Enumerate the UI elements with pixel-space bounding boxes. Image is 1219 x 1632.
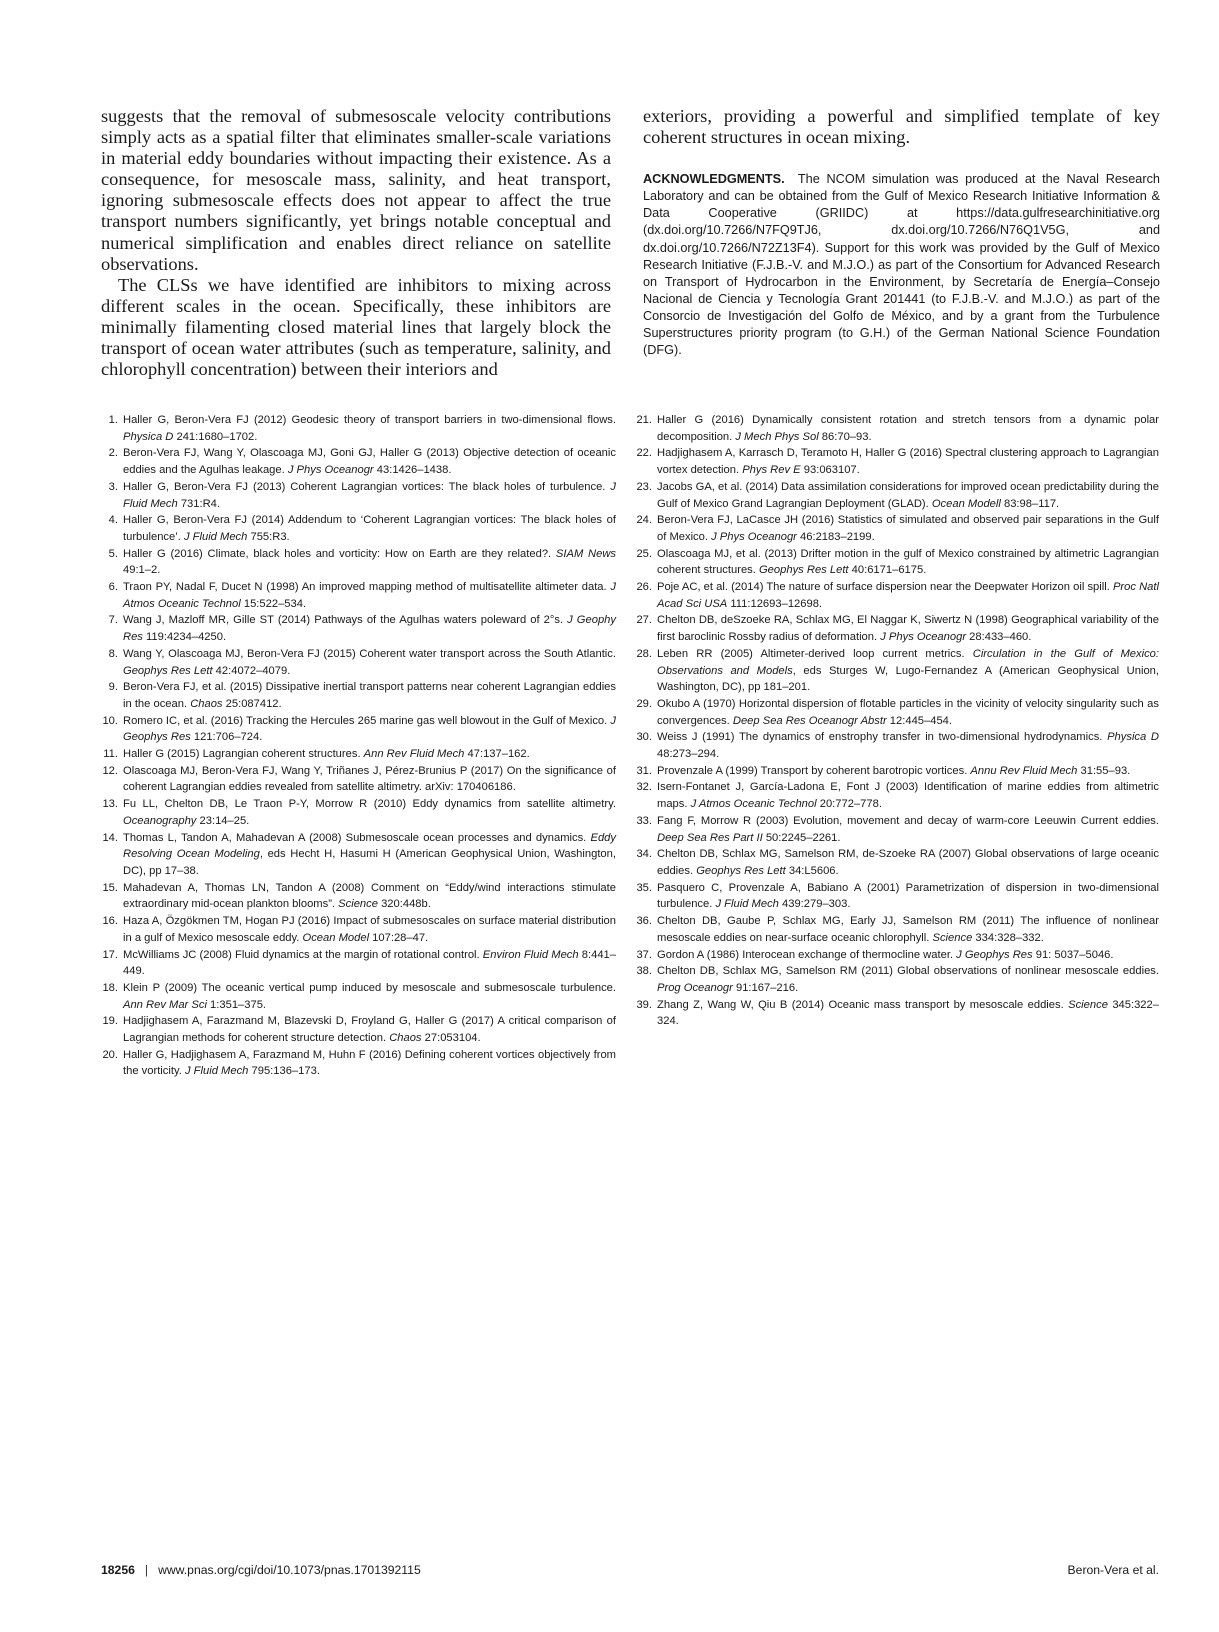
reference-citation: 83:98–117.: [1000, 497, 1060, 510]
reference-citation: 241:1680–1702.: [173, 430, 258, 443]
reference-number: 31.: [636, 764, 652, 777]
references-left-column: [101, 412, 616, 1080]
reference-citation: 28:433–460.: [966, 631, 1032, 644]
reference-list: [101, 412, 616, 1080]
body-paragraph: suggests that the removal of submesoscale velocity contributions simply acts as a spatial filter that eliminates smaller-scale variations in material eddy boundaries without impacting their existence. As a consequence, for mesoscale mass, salinity, and heat transport, ignoring submesoscale effects does not appear to affect the true transport numbers significantly, yet brings notable conceptual and numerical simplification and enables direct reliance on satellite observations.: [101, 106, 611, 274]
reference-text: Pasquero C, Provenzale A, Babiano A (2001) Parametrization of dispersion in two-dimensional turbulence.: [657, 881, 1159, 911]
reference-journal: J Atmos Oceanic Technol: [123, 581, 616, 610]
page-footer: [101, 1563, 1159, 1577]
reference-number: 18.: [102, 981, 118, 994]
reference-journal: Phys Rev E: [742, 464, 801, 477]
reference-number: 15.: [102, 881, 118, 894]
reference-text: Weiss J (1991) The dynamics of enstrophy transfer in two-dimensional hydrodynamics.: [657, 731, 1108, 744]
doi-link[interactable]: www.pnas.org/cgi/doi/10.1073/pnas.1701392115: [158, 1563, 421, 1577]
reference-journal: J Fluid Mech: [184, 1065, 249, 1078]
reference-citation: , eds Sturges W, Lugo-Fernandez A (American Geophysical Union, Washington, DC), pp 181–201.: [657, 664, 1160, 694]
reference-item: [635, 696, 1159, 729]
reference-text: Olascoaga MJ, et al. (2013) Drifter motion in the gulf of Mexico constrained by altimetric Lagrangian coherent structures.: [657, 547, 1159, 577]
reference-item: [101, 646, 616, 679]
reference-number: 3.: [108, 480, 118, 493]
reference-number: 37.: [636, 948, 652, 961]
reference-journal: J Phys Oceanogr: [287, 464, 374, 477]
reference-item: [101, 1047, 616, 1080]
reference-number: 10.: [102, 714, 118, 727]
reference-number: 12.: [102, 764, 118, 777]
reference-citation: 50:2245–2261.: [762, 831, 841, 844]
reference-item: [101, 713, 616, 746]
reference-citation: 121:706–724.: [190, 731, 263, 744]
reference-number: 27.: [636, 614, 652, 627]
acknowledgments-text: The NCOM simulation was produced at the Naval Research Laboratory and can be obtained from the Gulf of Mexico Research Initiative Information & Data Cooperative (GRIIDC) at https://data.gulfresearchinitiative.org (dx.doi.org/10.7266/N7FQ9TJ6, dx.doi.org/10.7266/N76Q1V5G, and dx.doi.org/10.7266/N72Z13F4). Support for this work was provided by the Gulf of Mexico Research Initiative (F.J.B.-V. and M.J.O.) as part of the Consortium for Advanced Research on Transport of Hydrocarbon in the Environment, by Secretaría de Energía–Consejo Nacional de Ciencia y Tecnología Grant 201441 (to F.J.B.-V. and M.J.O.) as part of the Consorcio de Investigación del Golfo de México, and by a grant from the Turbulence Superstructures priority program (to G.H.) of the German National Science Foundation (DFG).: [643, 172, 1160, 358]
reference-citation: 48:273–294.: [657, 748, 720, 761]
reference-citation: 334:328–332.: [972, 931, 1044, 944]
reference-number: 13.: [102, 798, 118, 811]
reference-number: 16.: [102, 915, 118, 928]
reference-journal: Physica D: [1107, 731, 1159, 744]
reference-journal: J Mech Phys Sol: [735, 430, 819, 443]
reference-number: 35.: [636, 881, 652, 894]
reference-number: 33.: [636, 814, 652, 827]
footer-authors: Beron-Vera et al.: [1067, 1563, 1159, 1577]
reference-number: 29.: [636, 697, 652, 710]
reference-number: 32.: [636, 781, 652, 794]
reference-text: Haller G (2016) Climate, black holes and vorticity: How on Earth are they related?.: [123, 547, 556, 560]
body-paragraph: exteriors, providing a powerful and simplified template of key coherent structures in ocean mixing.: [643, 106, 1160, 148]
reference-citation: 31:55–93.: [1077, 764, 1131, 777]
reference-number: 24.: [636, 514, 652, 527]
reference-journal: Ocean Modell: [931, 497, 1001, 510]
reference-item: [101, 479, 616, 512]
reference-journal: Science: [1068, 998, 1108, 1011]
references-right-column: [635, 412, 1159, 1030]
reference-citation: 8:441–449.: [123, 948, 617, 978]
reference-text: Romero IC, et al. (2016) Tracking the Hercules 265 marine gas well blowout in the Gulf of Mexico.: [123, 714, 611, 727]
reference-item: [635, 646, 1159, 696]
reference-number: 19.: [102, 1015, 118, 1028]
reference-citation: 46:2183–2199.: [796, 530, 875, 543]
reference-number: 11.: [103, 748, 118, 761]
reference-number: 9.: [108, 681, 118, 694]
reference-text: Poje AC, et al. (2014) The nature of surface dispersion near the Deepwater Horizon oil spill.: [657, 581, 1113, 594]
reference-journal: J Fluid Mech: [123, 480, 616, 510]
reference-journal: J Atmos Oceanic Technol: [690, 798, 817, 811]
reference-text: Fang F, Morrow R (2003) Evolution, movement and decay of warm-core Leeuwin Current eddies.: [657, 814, 1159, 827]
reference-text: Hadjighasem A, Farazmand M, Blazevski D, Froyland G, Haller G (2017) A critical comparison of Lagrangian methods for coherent structure detection.: [123, 1015, 616, 1045]
reference-item: [101, 980, 616, 1013]
reference-journal: Circulation in the Gulf of Mexico: Observations and Models: [657, 647, 1159, 677]
footer-separator: |: [144, 1563, 149, 1577]
reference-journal: Science: [338, 898, 378, 911]
reference-citation: 1:351–375.: [206, 998, 267, 1011]
reference-journal: J Geophys Res: [123, 714, 616, 744]
body-paragraph: The CLSs we have identified are inhibitors to mixing across different scales in the ocean. Specifically, these inhibitors are minimally filamenting closed material lines that largely block the transport of ocean water attributes (such as temperature, salinity, and chlorophyll concentration) between their interiors and: [101, 274, 611, 380]
reference-journal: J Geophys Res: [956, 948, 1033, 961]
reference-text: Provenzale A (1999) Transport by coherent barotropic vortices.: [657, 764, 971, 777]
reference-journal: Chaos: [190, 697, 223, 710]
reference-citation: 27:053104.: [421, 1032, 481, 1045]
reference-item: [101, 679, 616, 712]
reference-journal: J Geophy Res: [123, 614, 616, 644]
reference-text: Haza A, Özgökmen TM, Hogan PJ (2016) Impact of submesoscales on surface material distribution in a gulf of Mexico mesoscale eddy.: [123, 915, 616, 944]
reference-item: [635, 813, 1159, 846]
reference-text: Mahadevan A, Thomas LN, Tandon A (2008) Comment on “Eddy/wind interactions stimulate extraordinary mid-ocean plankton blooms”.: [123, 881, 616, 911]
reference-item: [101, 947, 616, 980]
reference-text: Chelton DB, deSzoeke RA, Schlax MG, El Naggar K, Siwertz N (1998) Geographical variability of the first baroclinic Rossby radius of deformation.: [657, 614, 1159, 644]
reference-text: Haller G, Beron-Vera FJ (2014) Addendum to ‘Coherent Lagrangian vortices: The black holes of turbulence’.: [123, 514, 616, 543]
reference-number: 28.: [636, 647, 652, 660]
reference-citation: 345:322–324.: [657, 998, 1159, 1028]
reference-number: 4.: [108, 514, 118, 527]
reference-number: 22.: [636, 447, 652, 460]
reference-journal: Ocean Model: [302, 931, 370, 944]
footer-left: [101, 1563, 421, 1577]
reference-item: [101, 796, 616, 829]
reference-citation: 20:772–778.: [816, 798, 882, 811]
reference-item: [635, 779, 1159, 812]
reference-number: 5.: [108, 547, 118, 560]
reference-journal: Ann Rev Fluid Mech: [363, 748, 465, 761]
reference-citation: 15:522–534.: [240, 597, 307, 610]
reference-text: Haller G (2016) Dynamically consistent rotation and stretch tensors from a dynamic polar decomposition.: [657, 414, 1159, 443]
reference-item: [635, 412, 1159, 445]
reference-journal: J Phys Oceanogr: [880, 631, 967, 644]
reference-citation: 107:28–47.: [369, 931, 429, 944]
reference-item: [635, 880, 1159, 913]
reference-citation: 119:4234–4250.: [142, 631, 227, 644]
reference-item: [101, 763, 616, 796]
reference-number: 2.: [108, 447, 118, 460]
reference-number: 38.: [636, 965, 652, 978]
reference-text: Leben RR (2005) Altimeter-derived loop current metrics.: [657, 647, 973, 660]
reference-journal: Proc Natl Acad Sci USA: [657, 581, 1159, 610]
reference-item: [635, 729, 1159, 762]
reference-item: [635, 612, 1159, 645]
reference-item: [635, 997, 1159, 1030]
reference-journal: J Fluid Mech: [715, 898, 779, 911]
reference-text: Beron-Vera FJ, et al. (2015) Dissipative inertial transport patterns near coherent Lagrangian eddies in the ocean.: [123, 681, 616, 710]
reference-journal: Geophys Res Lett: [123, 664, 213, 677]
reference-journal: SIAM News: [555, 547, 616, 560]
reference-journal: J Phys Oceanogr: [711, 530, 797, 543]
reference-citation: 731:R4.: [177, 497, 221, 510]
reference-number: 21.: [636, 414, 652, 426]
reference-text: Jacobs GA, et al. (2014) Data assimilation considerations for improved ocean predictability during the Gulf of Mexico Grand Lagrangian Deployment (GLAD).: [657, 480, 1159, 510]
reference-number: 36.: [636, 915, 652, 928]
reference-number: 1.: [108, 414, 118, 426]
reference-text: Hadjighasem A, Karrasch D, Teramoto H, Haller G (2016) Spectral clustering approach to Lagrangian vortex detection.: [657, 447, 1159, 477]
reference-item: [101, 830, 616, 880]
reference-journal: Deep Sea Res Oceanogr Abstr: [732, 714, 887, 727]
reference-text: Haller G, Beron-Vera FJ (2013) Coherent Lagrangian vortices: The black holes of turbulence.: [123, 480, 611, 493]
reference-text: Chelton DB, Schlax MG, Samelson RM, de-Szoeke RA (2007) Global observations of large oceanic eddies.: [657, 848, 1159, 877]
body-text-right-column: [643, 106, 1160, 359]
reference-item: [101, 746, 616, 763]
reference-citation: 91:167–216.: [732, 981, 799, 994]
reference-citation: 34:L5606.: [785, 864, 839, 877]
reference-number: 14.: [102, 831, 118, 844]
reference-text: Chelton DB, Gaube P, Schlax MG, Early JJ, Samelson RM (2011) The influence of nonlinear mesoscale eddies on near-surface oceanic chlorophyll.: [657, 915, 1159, 944]
reference-journal: Environ Fluid Mech: [482, 948, 579, 961]
reference-citation: 91: 5037–5046.: [1032, 948, 1114, 961]
reference-citation: 23:14–25.: [196, 814, 250, 827]
reference-journal: Physica D: [123, 430, 174, 443]
reference-text: Klein P (2009) The oceanic vertical pump induced by mesoscale and submesoscale turbulence.: [123, 981, 616, 994]
reference-item: [635, 579, 1159, 612]
reference-text: Haller G, Beron-Vera FJ (2012) Geodesic theory of transport barriers in two-dimensional flows.: [123, 414, 616, 426]
reference-citation: , eds Hecht H, Hasumi H (American Geophysical Union, Washington, DC), pp 17–38.: [123, 848, 616, 877]
reference-text: Thomas L, Tandon A, Mahadevan A (2008) Submesoscale ocean processes and dynamics.: [123, 831, 591, 844]
reference-journal: J Fluid Mech: [183, 530, 248, 543]
reference-number: 20.: [102, 1048, 118, 1061]
reference-item: [635, 913, 1159, 946]
reference-citation: 25:087412.: [222, 697, 282, 710]
reference-item: [635, 846, 1159, 879]
reference-citation: 93:063107.: [800, 464, 860, 477]
reference-journal: Ann Rev Mar Sci: [123, 998, 207, 1011]
reference-journal: Oceanography: [123, 814, 197, 827]
reference-text: McWilliams JC (2008) Fluid dynamics at the margin of rotational control.: [123, 948, 483, 961]
reference-item: [635, 512, 1159, 545]
reference-citation: 12:445–454.: [886, 714, 953, 727]
reference-citation: 320:448b.: [377, 898, 431, 911]
reference-item: [101, 579, 616, 612]
reference-text: Traon PY, Nadal F, Ducet N (1998) An improved mapping method of multisatellite altimeter data.: [123, 581, 611, 594]
reference-text: Wang J, Mazloff MR, Gille ST (2014) Pathways of the Agulhas waters poleward of 2°s.: [123, 614, 568, 627]
reference-citation: 439:279–303.: [778, 898, 851, 911]
reference-citation: 43:1426–1438.: [373, 464, 452, 477]
reference-number: 34.: [636, 848, 652, 861]
reference-text: Wang Y, Olascoaga MJ, Beron-Vera FJ (2015) Coherent water transport across the South Atlantic.: [123, 647, 616, 660]
reference-journal: Deep Sea Res Part II: [657, 831, 763, 844]
body-text-left-column: [101, 106, 611, 380]
reference-citation: 795:136–173.: [248, 1065, 320, 1078]
reference-journal: Annu Rev Fluid Mech: [970, 764, 1078, 777]
reference-citation: 47:137–162.: [464, 748, 530, 761]
reference-text: Beron-Vera FJ, Wang Y, Olascoaga MJ, Goni GJ, Haller G (2013) Objective detection of oceanic eddies and the Agulhas leakage.: [123, 447, 616, 477]
reference-text: Zhang Z, Wang W, Qiu B (2014) Oceanic mass transport by mesoscale eddies.: [657, 998, 1069, 1011]
reference-text: Beron-Vera FJ, LaCasce JH (2016) Statistics of simulated and observed pair separations in the Gulf of Mexico.: [657, 514, 1159, 543]
reference-number: 6.: [108, 581, 118, 594]
reference-citation: 86:70–93.: [818, 430, 872, 443]
reference-item: [635, 546, 1159, 579]
reference-text: Haller G, Hadjighasem A, Farazmand M, Huhn F (2016) Defining coherent vortices objectively from the vorticity.: [123, 1048, 616, 1078]
reference-number: 23.: [636, 480, 652, 493]
reference-item: [101, 445, 616, 478]
reference-journal: Chaos: [389, 1032, 422, 1045]
reference-item: [101, 913, 616, 946]
reference-journal: Geophys Res Lett: [758, 564, 849, 577]
reference-text: Chelton DB, Schlax MG, Samelson RM (2011) Global observations of nonlinear mesoscale eddies.: [657, 965, 1159, 978]
reference-number: 26.: [636, 581, 652, 594]
reference-number: 8.: [108, 647, 118, 660]
reference-citation: 111:12693–12698.: [727, 597, 823, 610]
reference-text: Isern-Fontanet J, García-Ladona E, Font J (2003) Identification of marine eddies from altimetric maps.: [657, 781, 1159, 811]
reference-item: [635, 947, 1159, 964]
reference-number: 17.: [102, 948, 118, 961]
reference-number: 39.: [636, 998, 652, 1011]
reference-item: [635, 763, 1159, 780]
reference-text: Haller G (2015) Lagrangian coherent structures.: [123, 748, 364, 761]
reference-text: Gordon A (1986) Interocean exchange of thermocline water.: [657, 948, 957, 961]
reference-item: [101, 512, 616, 545]
reference-number: 7.: [108, 614, 118, 627]
reference-item: [635, 963, 1159, 996]
page-number: 18256: [101, 1563, 135, 1577]
reference-text: Olascoaga MJ, Beron-Vera FJ, Wang Y, Triñanes J, Pérez-Brunius P (2017) On the significance of coherent Lagrangian eddies revealed from satellite altimetry. arXiv: 170406186.: [123, 764, 616, 794]
reference-item: [101, 880, 616, 913]
reference-text: Okubo A (1970) Horizontal dispersion of flotable particles in the vicinity of velocity singularity such as convergences.: [657, 697, 1159, 727]
reference-item: [101, 412, 616, 445]
reference-journal: Prog Oceanogr: [657, 981, 733, 994]
reference-item: [635, 479, 1159, 512]
reference-citation: 40:6171–6175.: [848, 564, 927, 577]
reference-text: Fu LL, Chelton DB, Le Traon P-Y, Morrow R (2010) Eddy dynamics from satellite altimetry.: [123, 798, 616, 811]
reference-item: [101, 612, 616, 645]
reference-item: [635, 445, 1159, 478]
reference-journal: Eddy Resolving Ocean Modeling: [123, 831, 616, 861]
reference-item: [101, 546, 616, 579]
reference-list: [635, 412, 1159, 1030]
reference-citation: 42:4072–4079.: [212, 664, 291, 677]
reference-item: [101, 1013, 616, 1046]
reference-citation: 755:R3.: [247, 530, 290, 543]
reference-journal: Geophys Res Lett: [696, 864, 786, 877]
reference-citation: 49:1–2.: [123, 564, 161, 577]
acknowledgments-heading: ACKNOWLEDGMENTS.: [643, 172, 785, 187]
reference-number: 30.: [636, 731, 652, 744]
reference-journal: Science: [932, 931, 973, 944]
reference-number: 25.: [636, 547, 652, 560]
acknowledgments: [643, 171, 1160, 359]
